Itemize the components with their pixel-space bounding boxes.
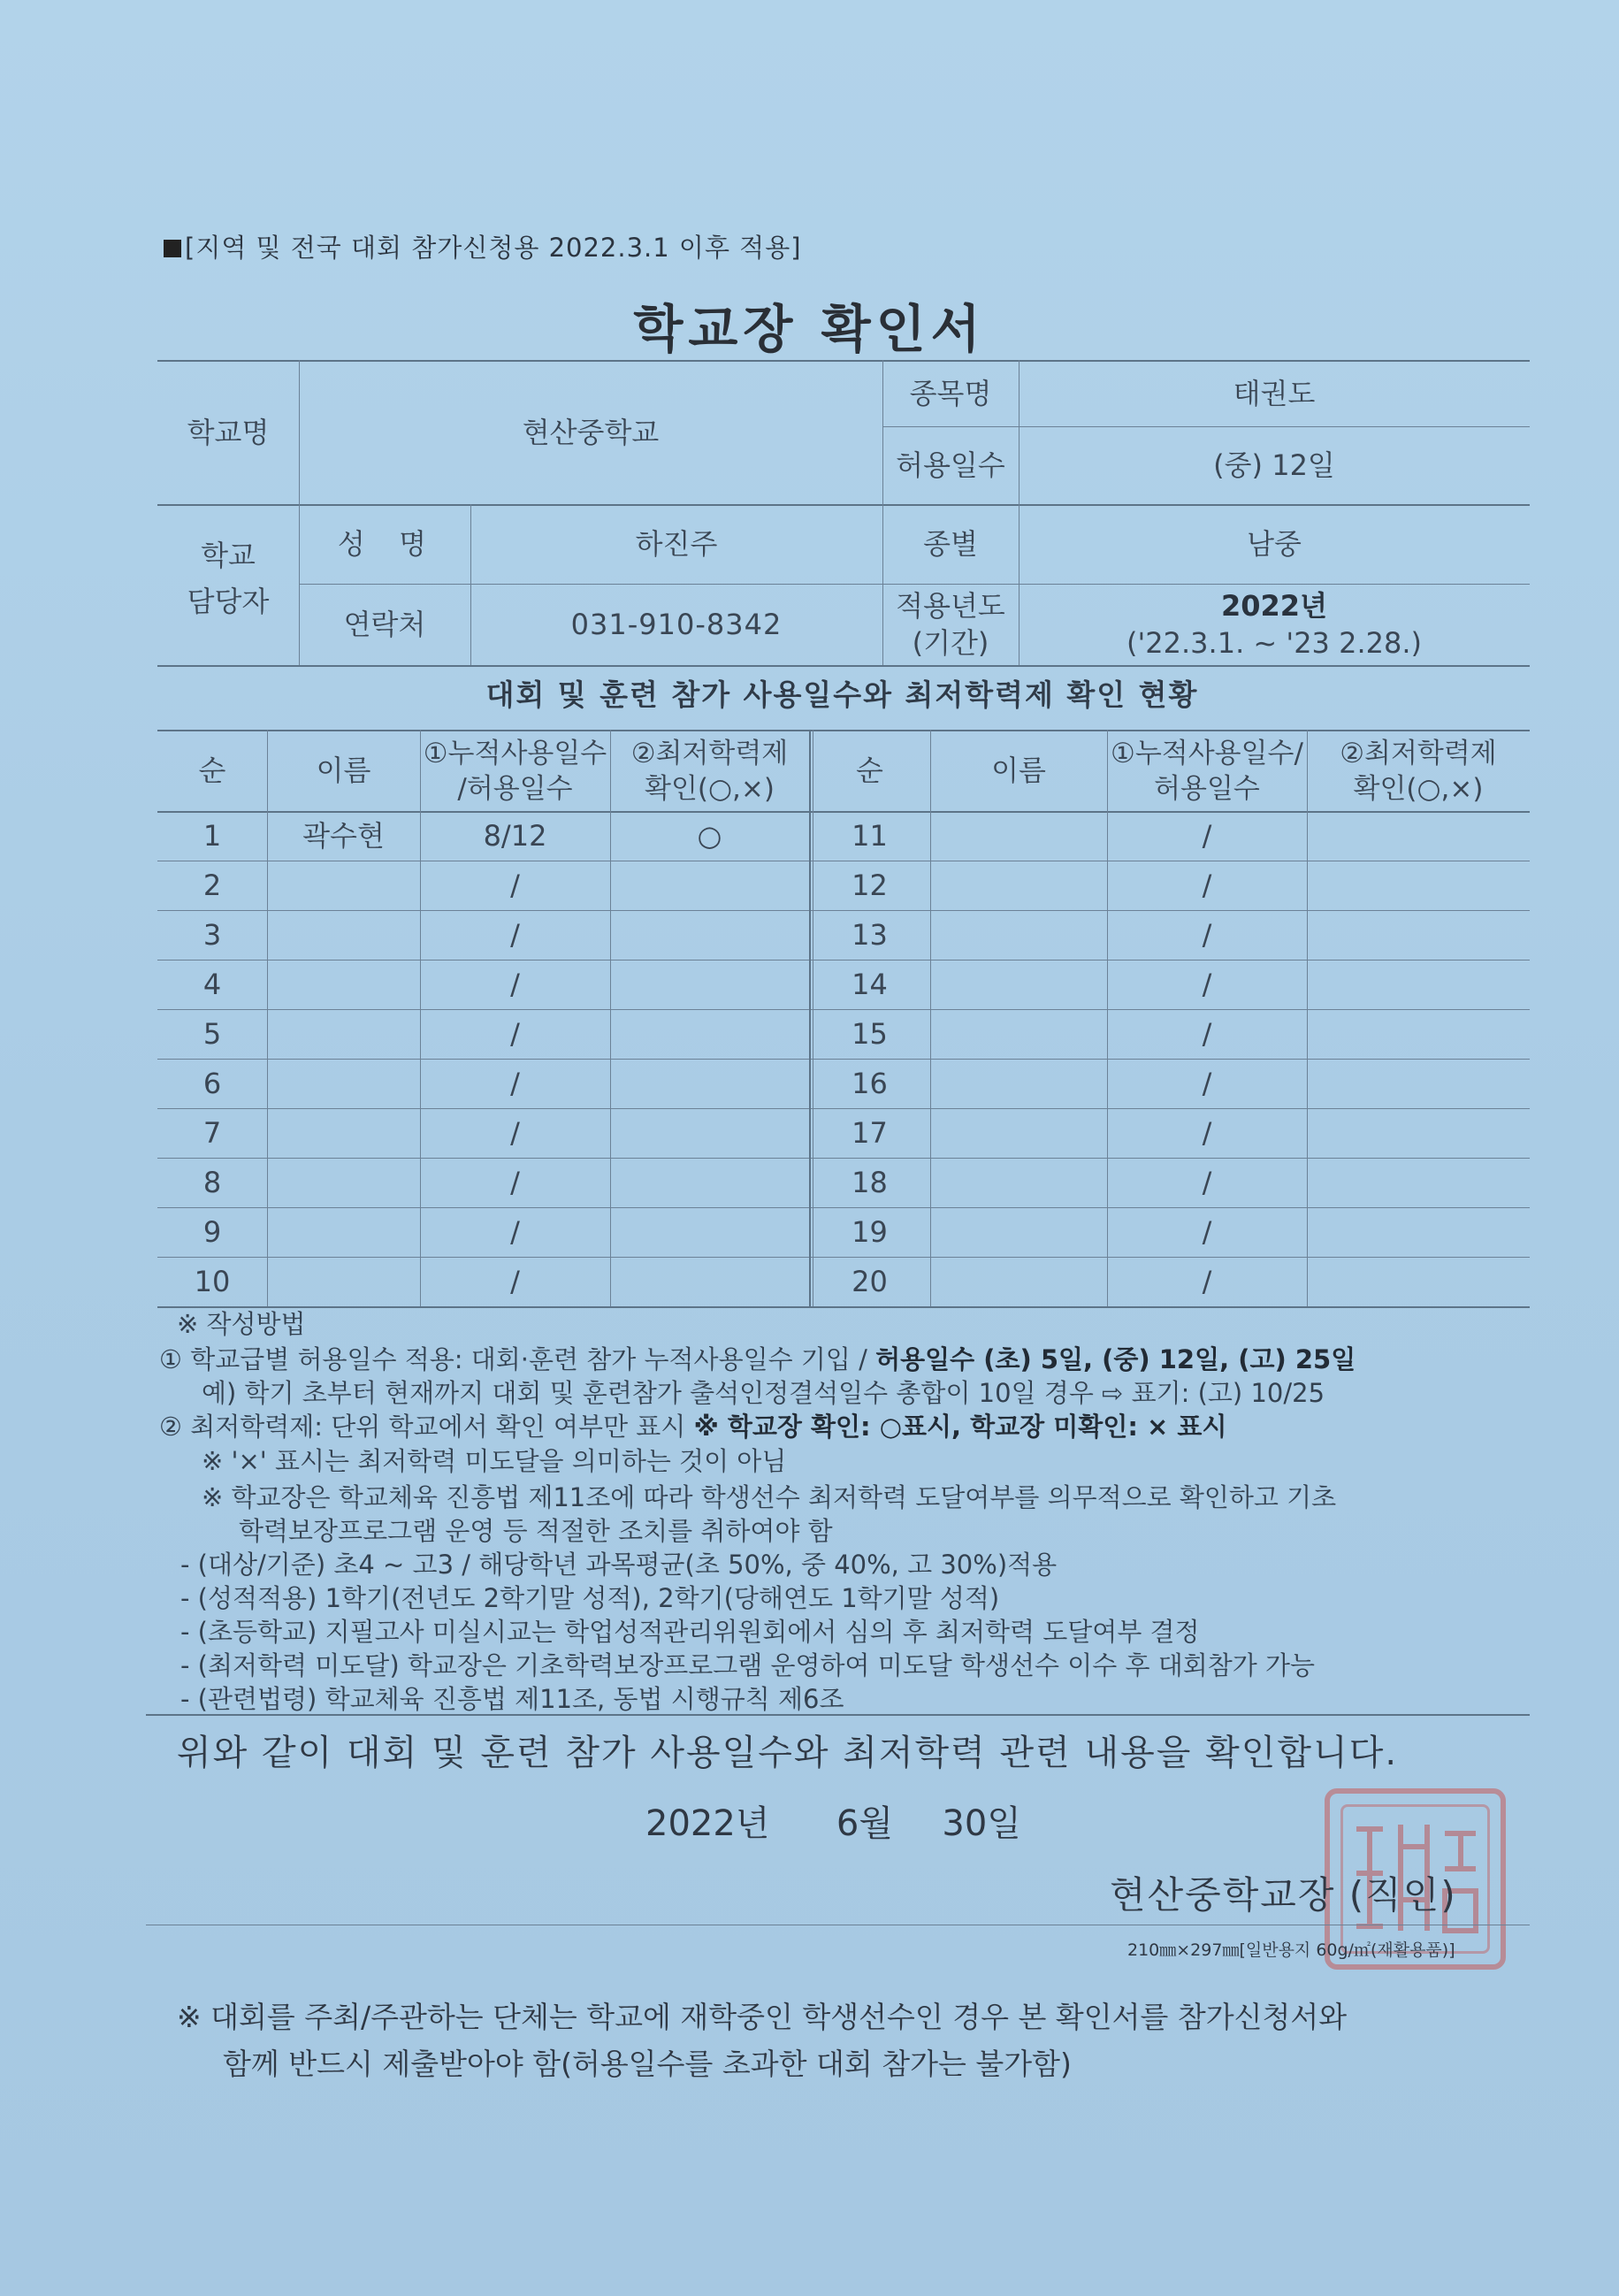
table-row-right-7-days: /	[1202, 1116, 1212, 1150]
table-row-left-10-no: 10	[194, 1265, 231, 1298]
table-row-right-5-no: 15	[852, 1017, 888, 1051]
detail-1: - (대상/기준) 초4 ~ 고3 / 해당학년 과목평균(초 50%, 중 40%, 고 30%)적용	[180, 1550, 1058, 1580]
principal-signature-line: 현산중학교장 (직인)	[1110, 1873, 1457, 1917]
header-days-left-line-2: /허용일수	[457, 772, 573, 805]
table-row-right-1-no: 11	[852, 819, 888, 853]
table-row-right-8-name	[930, 1158, 1107, 1207]
header-days-left-line-1: ①누적사용일수	[423, 737, 607, 769]
table-row-left-5-no: 5	[202, 1017, 222, 1051]
table-row-left-5-name	[267, 1009, 420, 1059]
event-value: 태권도	[1233, 376, 1316, 410]
table-row-left-8-no: 8	[202, 1166, 222, 1199]
table-row-left-9-days: /	[510, 1215, 520, 1249]
header-check-left-line-2: 확인(○,×)	[645, 772, 775, 805]
table-row-right-5-name	[930, 1009, 1107, 1059]
table-row-left-5-check	[610, 1009, 809, 1059]
rule	[146, 1714, 1530, 1716]
gender-label: 종별	[923, 527, 978, 561]
header-note	[164, 228, 802, 264]
table-row-left-7-name	[267, 1108, 420, 1158]
table-row-left-3-name	[267, 910, 420, 960]
manager-label-2: 담당자	[187, 585, 270, 618]
footer-note	[177, 1994, 1347, 2088]
header-name-left: 이름	[316, 754, 371, 787]
table-row-left-9-check	[610, 1207, 809, 1257]
table-row-right-4-days: /	[1202, 968, 1212, 1001]
table-row-left-6-no: 6	[202, 1067, 222, 1100]
table-row-right-10-no: 20	[852, 1265, 888, 1298]
date-year: 2022년	[645, 1803, 770, 1844]
table-row-left-2-days: /	[510, 869, 520, 902]
header-days-right-line-1: ①누적사용일수/	[1111, 737, 1303, 769]
table-row-right-7-no: 17	[852, 1116, 888, 1150]
notes-heading: ※ 작성방법	[177, 1309, 306, 1339]
table-row-left-8-check	[610, 1158, 809, 1207]
contact-label: 연락처	[343, 608, 426, 641]
table-row-right-6-no: 16	[852, 1067, 888, 1100]
note-1	[159, 1340, 1356, 1376]
document-title: 학교장 확인서	[633, 299, 986, 359]
detail-4: - (최저학력 미도달) 학교장은 기초학력보장프로그램 운영하여 미도달 학생선수 이수 후 대회참가 가능	[180, 1650, 1316, 1680]
table-row-right-3-no: 13	[852, 918, 888, 952]
school-name: 현산중학교	[522, 415, 660, 449]
year-value: 2022년	[1221, 589, 1327, 623]
table-row-left-1-days: 8/12	[483, 819, 547, 853]
header-no-right: 순	[856, 754, 883, 787]
table-row-right-2-no: 12	[852, 869, 888, 902]
name-value: 하진주	[635, 527, 718, 561]
table-row-left-4-days: /	[510, 968, 520, 1001]
table-row-right-1-name	[930, 811, 1107, 861]
table-row-left-3-check	[610, 910, 809, 960]
table-row-right-7-check	[1307, 1108, 1530, 1158]
table-row-right-10-check	[1307, 1257, 1530, 1306]
header-check-right-line-2: 확인(○,×)	[1353, 772, 1484, 805]
table-row-left-3-no: 3	[202, 918, 222, 952]
note-4b: 학력보장프로그램 운영 등 적절한 조치를 취하여야 함	[239, 1516, 833, 1546]
note-2-bold: ※ 학교장 확인: ○표시, 학교장 미확인: × 표시	[693, 1412, 1227, 1442]
table-row-left-4-name	[267, 960, 420, 1009]
table-row-right-10-name	[930, 1257, 1107, 1306]
table-row-right-2-name	[930, 861, 1107, 910]
issue-date	[645, 1795, 1021, 1846]
table-row-left-7-check	[610, 1108, 809, 1158]
table-row-left-1-check: ○	[697, 819, 722, 853]
table-row-right-10-days: /	[1202, 1265, 1212, 1298]
table-row-right-8-days: /	[1202, 1166, 1212, 1199]
table-row-right-3-days: /	[1202, 918, 1212, 952]
table-row-right-9-check	[1307, 1207, 1530, 1257]
header-check-left-line-1: ②최저학력제	[630, 737, 789, 769]
table-row-right-5-check	[1307, 1009, 1530, 1059]
table-row-right-9-days: /	[1202, 1215, 1212, 1249]
paper-spec: 210㎜×297㎜[일반용지 60g/㎡(재활용품)]	[1127, 1940, 1455, 1960]
allowed-days-value: (중) 12일	[1213, 448, 1335, 482]
header-check-right-line-1: ②최저학력제	[1340, 737, 1497, 769]
table-row-right-4-name	[930, 960, 1107, 1009]
note-1-text: ① 학교급별 허용일수 적용: 대회·훈련 참가 누적사용일수 기입 /	[159, 1344, 876, 1374]
year-label-2: (기간)	[912, 626, 989, 660]
detail-5: - (관련법령) 학교체육 진흥법 제11조, 동법 시행규칙 제6조	[180, 1684, 844, 1714]
confirmation-text: 위와 같이 대회 및 훈련 참가 사용일수와 최저학력 관련 내용을 확인합니다.	[177, 1733, 1399, 1773]
table-row-left-4-no: 4	[202, 968, 222, 1001]
table-row-left-5-days: /	[510, 1017, 520, 1051]
header-note-text: [지역 및 전국 대회 참가신청용 2022.3.1 이후 적용]	[185, 233, 802, 263]
date-month: 6월	[836, 1803, 893, 1844]
table-row-left-6-name	[267, 1059, 420, 1108]
table-row-left-1-no: 1	[202, 819, 222, 853]
table-row-left-10-check	[610, 1257, 809, 1306]
table-row-left-9-no: 9	[202, 1215, 222, 1249]
table-row-right-8-no: 18	[852, 1166, 888, 1199]
header-no-left: 순	[198, 754, 226, 787]
table-row-left-2-no: 2	[202, 869, 222, 902]
table-row-right-6-check	[1307, 1059, 1530, 1108]
table-row-left-3-days: /	[510, 918, 520, 952]
table-row-right-6-days: /	[1202, 1067, 1212, 1100]
table-row-right-1-check	[1307, 811, 1530, 861]
table-row-right-2-days: /	[1202, 869, 1212, 902]
header-days-right-line-2: 허용일수	[1154, 772, 1260, 805]
event-label: 종목명	[909, 376, 992, 410]
table-row-left-7-no: 7	[202, 1116, 222, 1150]
table-row-left-2-name	[267, 861, 420, 910]
detail-3: - (초등학교) 지필고사 미실시교는 학업성적관리위원회에서 심의 후 최저학력 도달여부 결정	[180, 1617, 1200, 1647]
table-row-right-9-name	[930, 1207, 1107, 1257]
footer-line-2: 함께 반드시 제출받아야 함(허용일수를 초과한 대회 참가는 불가함)	[223, 2046, 1072, 2081]
table-row-left-10-name	[267, 1257, 420, 1306]
table-row-left-6-days: /	[510, 1067, 520, 1100]
table-row-left-10-days: /	[510, 1265, 520, 1298]
gender-value: 남중	[1247, 527, 1302, 561]
contact-value: 031-910-8342	[570, 608, 783, 641]
table-row-left-8-name	[267, 1158, 420, 1207]
rule	[157, 665, 1530, 667]
table-row-right-5-days: /	[1202, 1017, 1212, 1051]
table-row-right-3-check	[1307, 910, 1530, 960]
table-row-right-4-check	[1307, 960, 1530, 1009]
name-label: 성 명	[337, 527, 432, 561]
section-title: 대회 및 훈련 참가 사용일수와 최저학력제 확인 현황	[485, 677, 1199, 712]
note-3: ※ '×' 표시는 최저학력 미도달을 의미하는 것이 아님	[202, 1446, 787, 1476]
table-row-left-4-check	[610, 960, 809, 1009]
table-row-left-6-check	[610, 1059, 809, 1108]
table-row-right-6-name	[930, 1059, 1107, 1108]
table-row-right-2-check	[1307, 861, 1530, 910]
table-row-left-1-name: 곽수현	[302, 819, 385, 853]
rule	[157, 1306, 1530, 1308]
table-row-right-4-no: 14	[852, 968, 888, 1001]
note-1-bold: 허용일수 (초) 5일, (중) 12일, (고) 25일	[875, 1344, 1356, 1374]
note-2-text: ② 최저학력제: 단위 학교에서 확인 여부만 표시	[159, 1412, 694, 1442]
note-4a: ※ 학교장은 학교체육 진흥법 제11조에 따라 학생선수 최저학력 도달여부를 의무적으로 확인하고 기초	[202, 1482, 1337, 1512]
year-label-1: 적용년도	[896, 589, 1005, 623]
table-row-right-7-name	[930, 1108, 1107, 1158]
school-label: 학교명	[187, 415, 270, 449]
table-row-left-2-check	[610, 861, 809, 910]
note-2	[159, 1407, 1226, 1443]
note-1-example: 예) 학기 초부터 현재까지 대회 및 훈련참가 출석인정결석일수 총합이 10일 경우 ⇨ 표기: (고) 10/25	[202, 1378, 1325, 1408]
table-row-right-8-check	[1307, 1158, 1530, 1207]
table-row-left-9-name	[267, 1207, 420, 1257]
allowed-days-label: 허용일수	[896, 448, 1005, 482]
table-row-right-1-days: /	[1202, 819, 1212, 853]
detail-2: - (성적적용) 1학기(전년도 2학기말 성적), 2학기(당해연도 1학기말 성적)	[180, 1583, 1000, 1613]
table-row-right-9-no: 19	[852, 1215, 888, 1249]
table-row-left-8-days: /	[510, 1166, 520, 1199]
table-row-right-3-name	[930, 910, 1107, 960]
header-name-right: 이름	[991, 754, 1046, 787]
manager-label-1: 학교	[201, 539, 256, 572]
footer-line-1: ※ 대회를 주최/주관하는 단체는 학교에 재학중인 학생선수인 경우 본 확인서를 참가신청서와	[177, 2000, 1348, 2034]
period-value: ('22.3.1. ~ '23 2.28.)	[1126, 626, 1422, 660]
square-bullet-icon	[164, 240, 181, 257]
table-row-left-7-days: /	[510, 1116, 520, 1150]
date-day: 30일	[942, 1803, 1021, 1844]
